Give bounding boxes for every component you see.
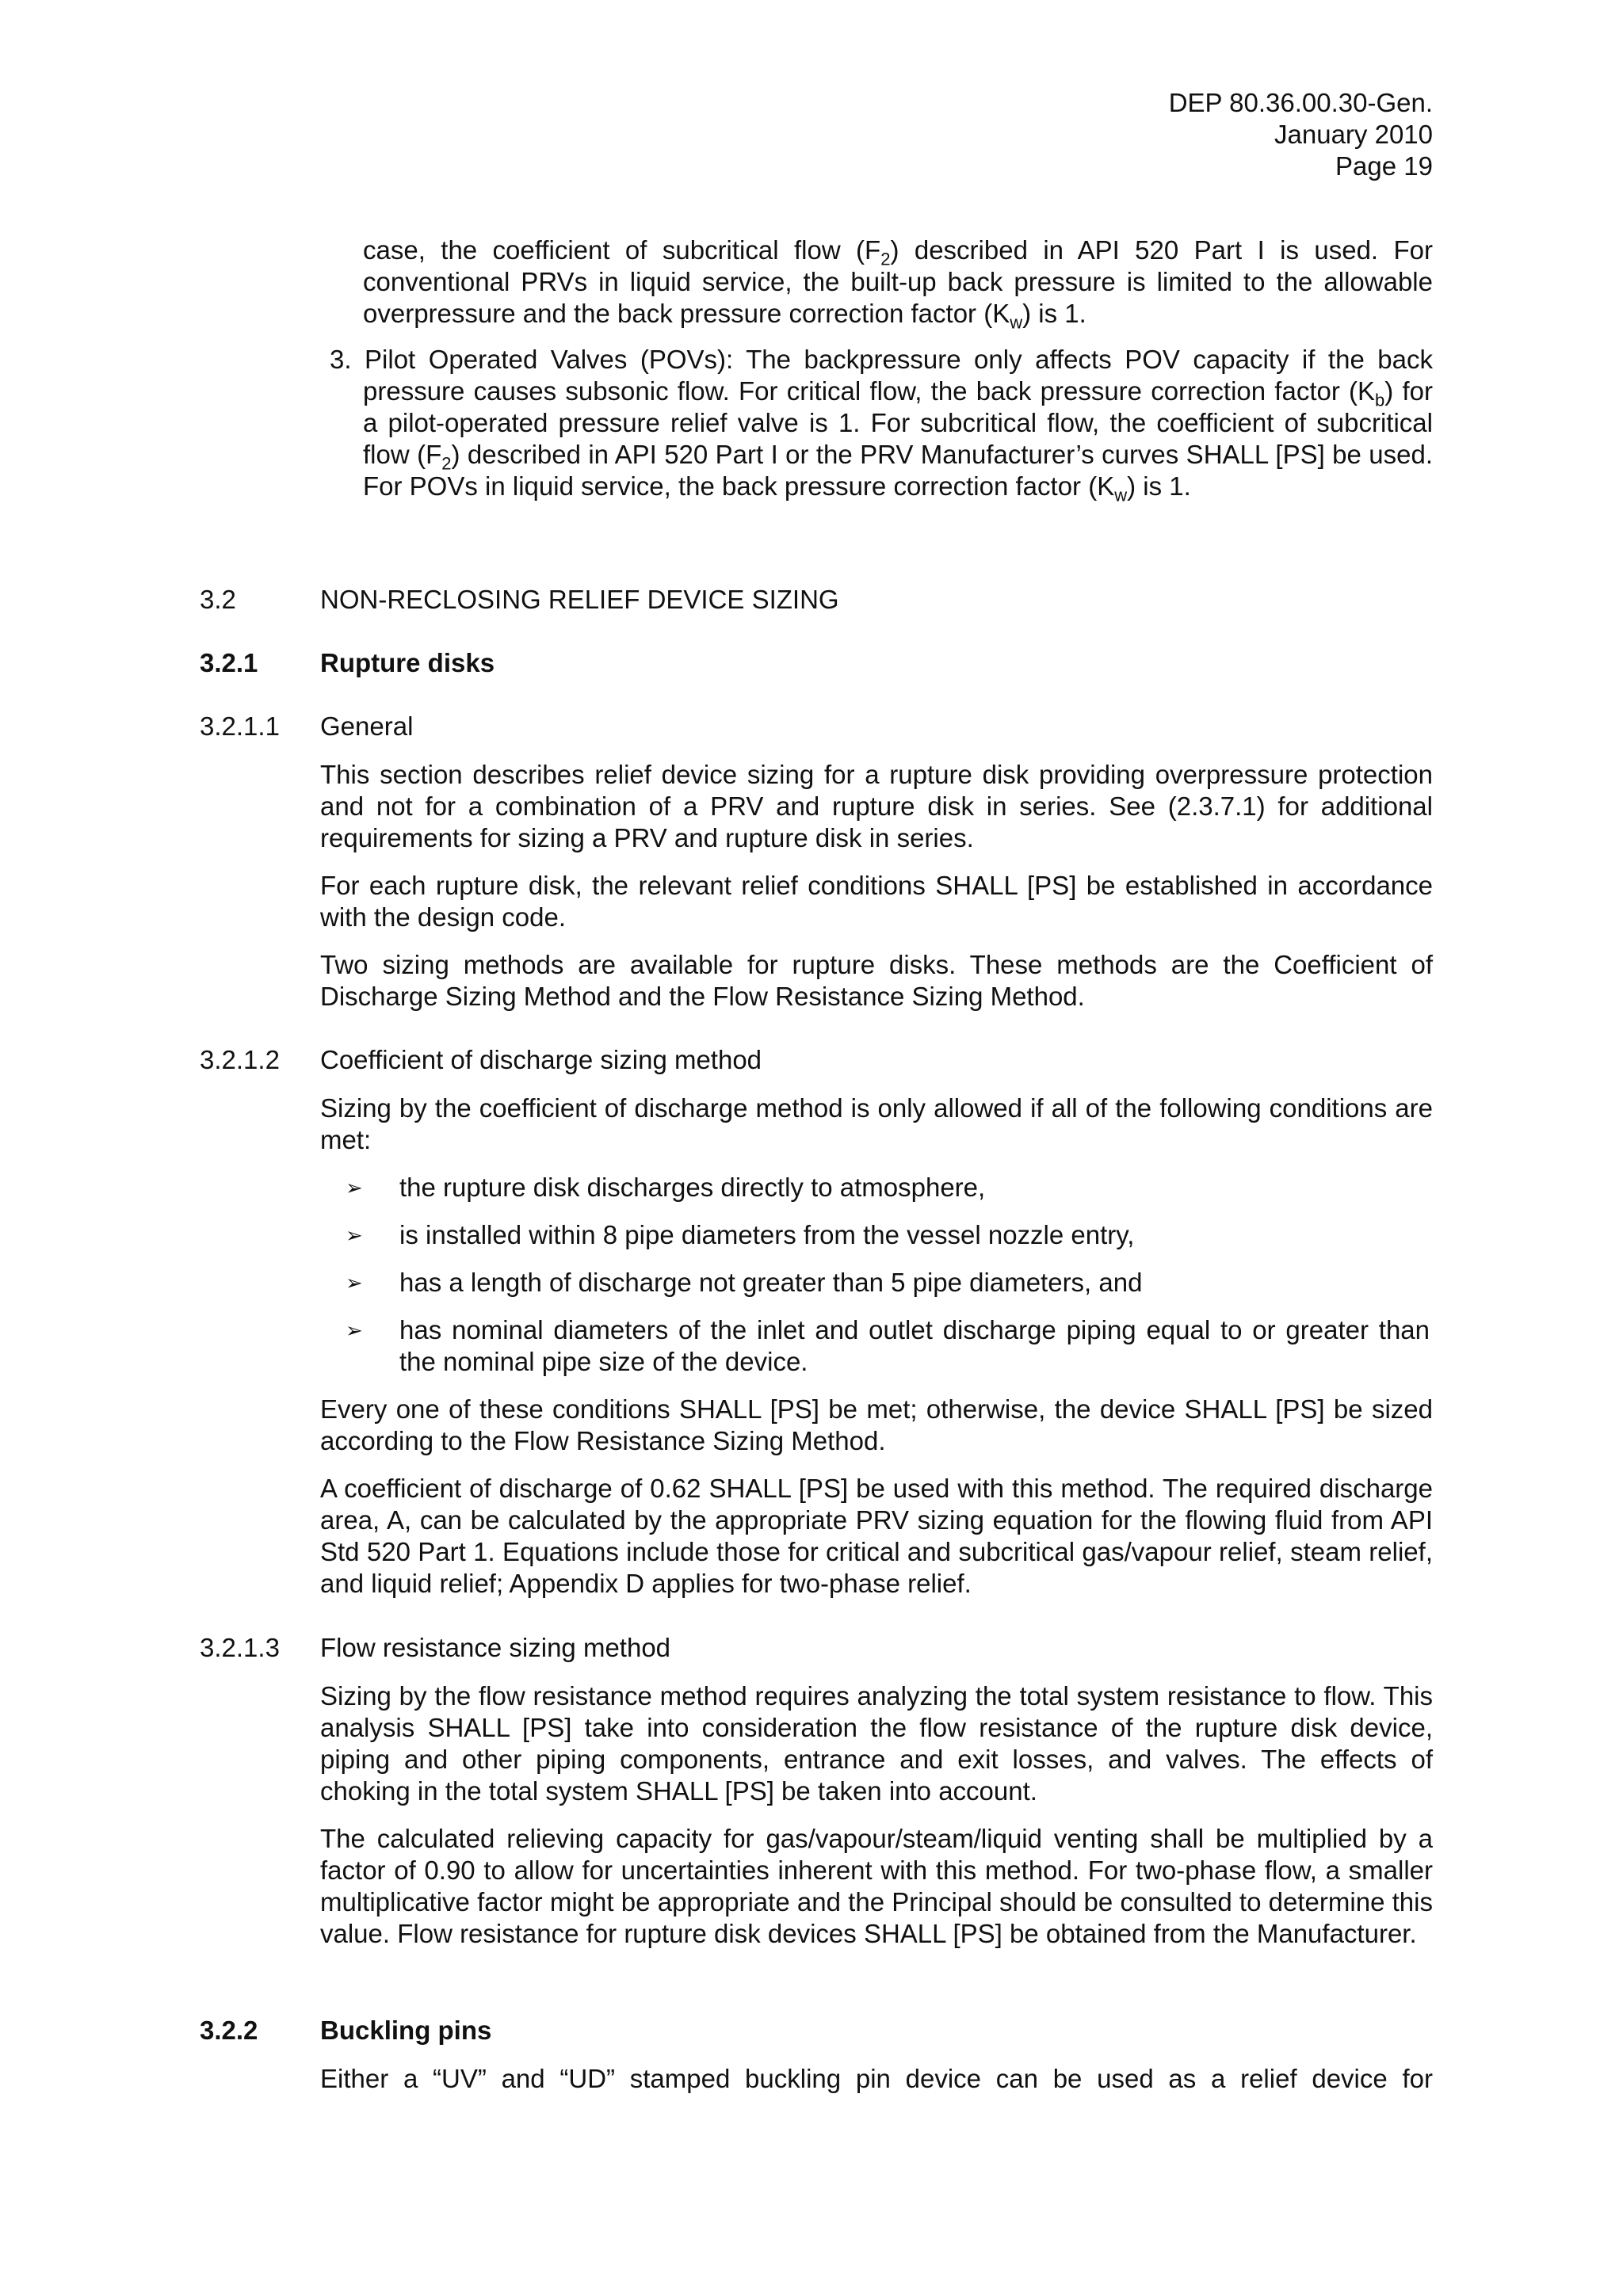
paragraph: A coefficient of discharge of 0.62 SHALL [PS] be used with this method. The required discharge area, A, can be calculated by the appropriate PRV sizing equation for the flowing fluid from API Std 520 Part 1. Equations include those for critical and subcritical gas/vapour relief, steam relief, and liquid relief; Appendix D applies for two-phase relief. [320, 1474, 1433, 1598]
continuation-paragraph: case, the coefficient of subcritical flow $(F_2)$ described in API 520 Part I is used. For conventional PRVs in liquid service, the built-up back pressure is limited to the allowable overpressure and the back pressure correction factor $(K_w)$ is 1. [363, 235, 1433, 333]
paragraph: Sizing by the flow resistance method requires analyzing the total system resistance to flow. This analysis SHALL [PS] take into consideration the flow resistance of the rupture disk device, piping and other piping components, entrance and exit losses, and valves. The effects of choking in the total system SHALL [PS] be taken into account. [320, 1681, 1433, 1806]
paragraph: The calculated relieving capacity for gas/vapour/steam/liquid venting shall be multiplied by a factor of 0.90 to allow for uncertainties inherent with this method. For two-phase flow, a smaller multiplicative factor might be appropriate and the Principal should be consulted to determine this value. Flow resistance for rupture disk devices SHALL [PS] be obtained from the Manufacturer. [320, 1824, 1433, 1948]
page-header [1169, 87, 1433, 182]
clause-number: 3.2.1.2 [200, 1045, 280, 1074]
paragraph: For each rupture disk, the relevant relief conditions SHALL [PS] be established in accordance with the design code. [320, 871, 1433, 932]
clause-title: General [320, 711, 414, 741]
section-title: NON-RECLOSING RELIEF DEVICE SIZING [320, 585, 839, 614]
subsection-number: 3.2.2 [200, 2016, 258, 2045]
arrow-bullet-icon: ➢ [346, 1271, 363, 1295]
paragraph: Two sizing methods are available for rupture disks. These methods are the Coefficient of Discharge Sizing Method and the Flow Resistance Sizing Method. [320, 950, 1433, 1011]
paragraph: This section describes relief device sizing for a rupture disk providing overpressure protection and not for a combination of a PRV and rupture disk in series. See (2.3.7.1) for additional requirements for sizing a PRV and rupture disk in series. [320, 760, 1433, 852]
clause-title: Flow resistance sizing method [320, 1633, 671, 1662]
document-date: January 2010 [1274, 120, 1433, 149]
subsection-title: Rupture disks [320, 648, 495, 677]
clause-number: 3.2.1.3 [200, 1633, 280, 1662]
paragraph: Every one of these conditions SHALL [PS] be met; otherwise, the device SHALL [PS] be sized according to the Flow Resistance Sizing Method. [320, 1394, 1433, 1455]
document-id: DEP 80.36.00.30-Gen. [1168, 88, 1433, 117]
page-number: Page 19 [1335, 151, 1433, 181]
clause-title: Coefficient of discharge sizing method [320, 1045, 762, 1074]
subsection-number: 3.2.1 [200, 648, 258, 677]
arrow-bullet-icon: ➢ [346, 1223, 363, 1247]
arrow-bullet-icon: ➢ [346, 1176, 363, 1199]
subsection-title: Buckling pins [320, 2016, 492, 2045]
paragraph: Sizing by the coefficient of discharge method is only allowed if all of the following conditions are met: [320, 1093, 1433, 1154]
section-number: 3.2 [200, 585, 236, 614]
clause-number: 3.2.1.1 [200, 711, 280, 741]
list-item-pilot-operated-valves: 3. Pilot Operated Valves (POVs): The backpressure only affects POV capacity if the back pressure causes subsonic flow. For critical flow, the back pressure correction factor $(K_b)$ for a pilot-operated pressure relief valve is 1. For subcritical flow, the coefficient of subcritical flow $(F_2)$ described in API 520 Part I or the PRV Manufacturer’s curves SHALL [PS] be used. For POVs in liquid service, the back pressure correction factor $(K_w)$ is 1. [330, 345, 1433, 505]
arrow-bullet-icon: ➢ [346, 1318, 363, 1342]
paragraph: Either a “UV” and “UD” stamped buckling pin device can be used as a relief device for [320, 2064, 1433, 2093]
